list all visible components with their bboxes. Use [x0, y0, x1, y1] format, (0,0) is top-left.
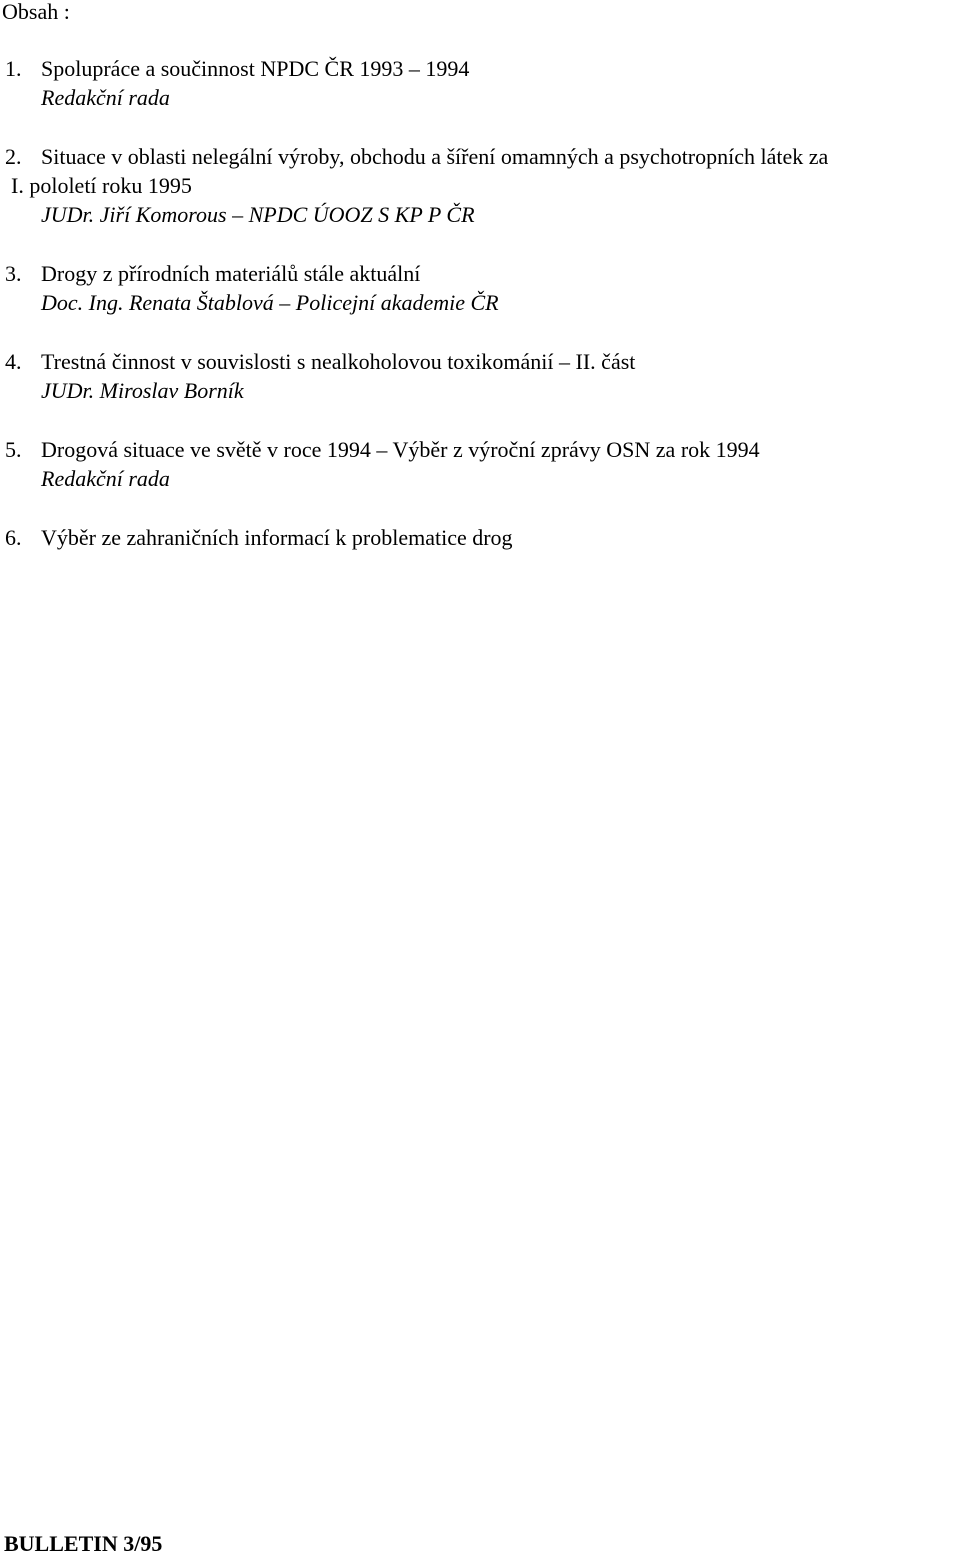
- toc-item-2: [0, 142, 960, 229]
- toc-item-title: Trestná činnost v souvislosti s nealkoholovou toxikománií – II. část: [41, 349, 636, 374]
- toc-item-author: JUDr. Miroslav Borník: [41, 378, 244, 403]
- toc-item-author: Redakční rada: [41, 85, 170, 110]
- toc-item-title: Spolupráce a součinnost NPDC ČR 1993 – 1994: [41, 56, 470, 81]
- toc-item-5: [0, 435, 960, 493]
- toc-item-6: [0, 523, 960, 552]
- bulletin-footer: BULLETIN 3/95: [4, 1531, 163, 1556]
- toc-item-3: [0, 259, 960, 317]
- toc-item-number: 1.: [5, 56, 22, 81]
- toc-item-number: 6.: [5, 525, 22, 550]
- toc-item-number: 2.: [5, 144, 22, 169]
- toc-item-1: [0, 54, 960, 112]
- toc-item-number: 5.: [5, 437, 22, 462]
- toc-item-number: 3.: [5, 261, 22, 286]
- toc-item-title: Drogová situace ve světě v roce 1994 – Výběr z výroční zprávy OSN za rok 1994: [41, 437, 760, 462]
- toc-item-author: Redakční rada: [41, 466, 170, 491]
- page-heading: Obsah :: [2, 0, 70, 24]
- toc-item-title: Drogy z přírodních materiálů stále aktuální: [41, 261, 421, 286]
- toc-item-author: Doc. Ing. Renata Štablová – Policejní akademie ČR: [41, 290, 499, 315]
- toc-item-title: Výběr ze zahraničních informací k problematice drog: [41, 525, 513, 550]
- toc-item-title: Situace v oblasti nelegální výroby, obchodu a šíření omamných a psychotropních látek za: [41, 144, 829, 169]
- table-of-contents: [0, 54, 960, 582]
- toc-item-number: 4.: [5, 349, 22, 374]
- toc-item-4: [0, 347, 960, 405]
- toc-item-title-continued: I. pololetí roku 1995: [11, 173, 192, 198]
- toc-item-author: JUDr. Jiří Komorous – NPDC ÚOOZ S KP P ČR: [41, 202, 475, 227]
